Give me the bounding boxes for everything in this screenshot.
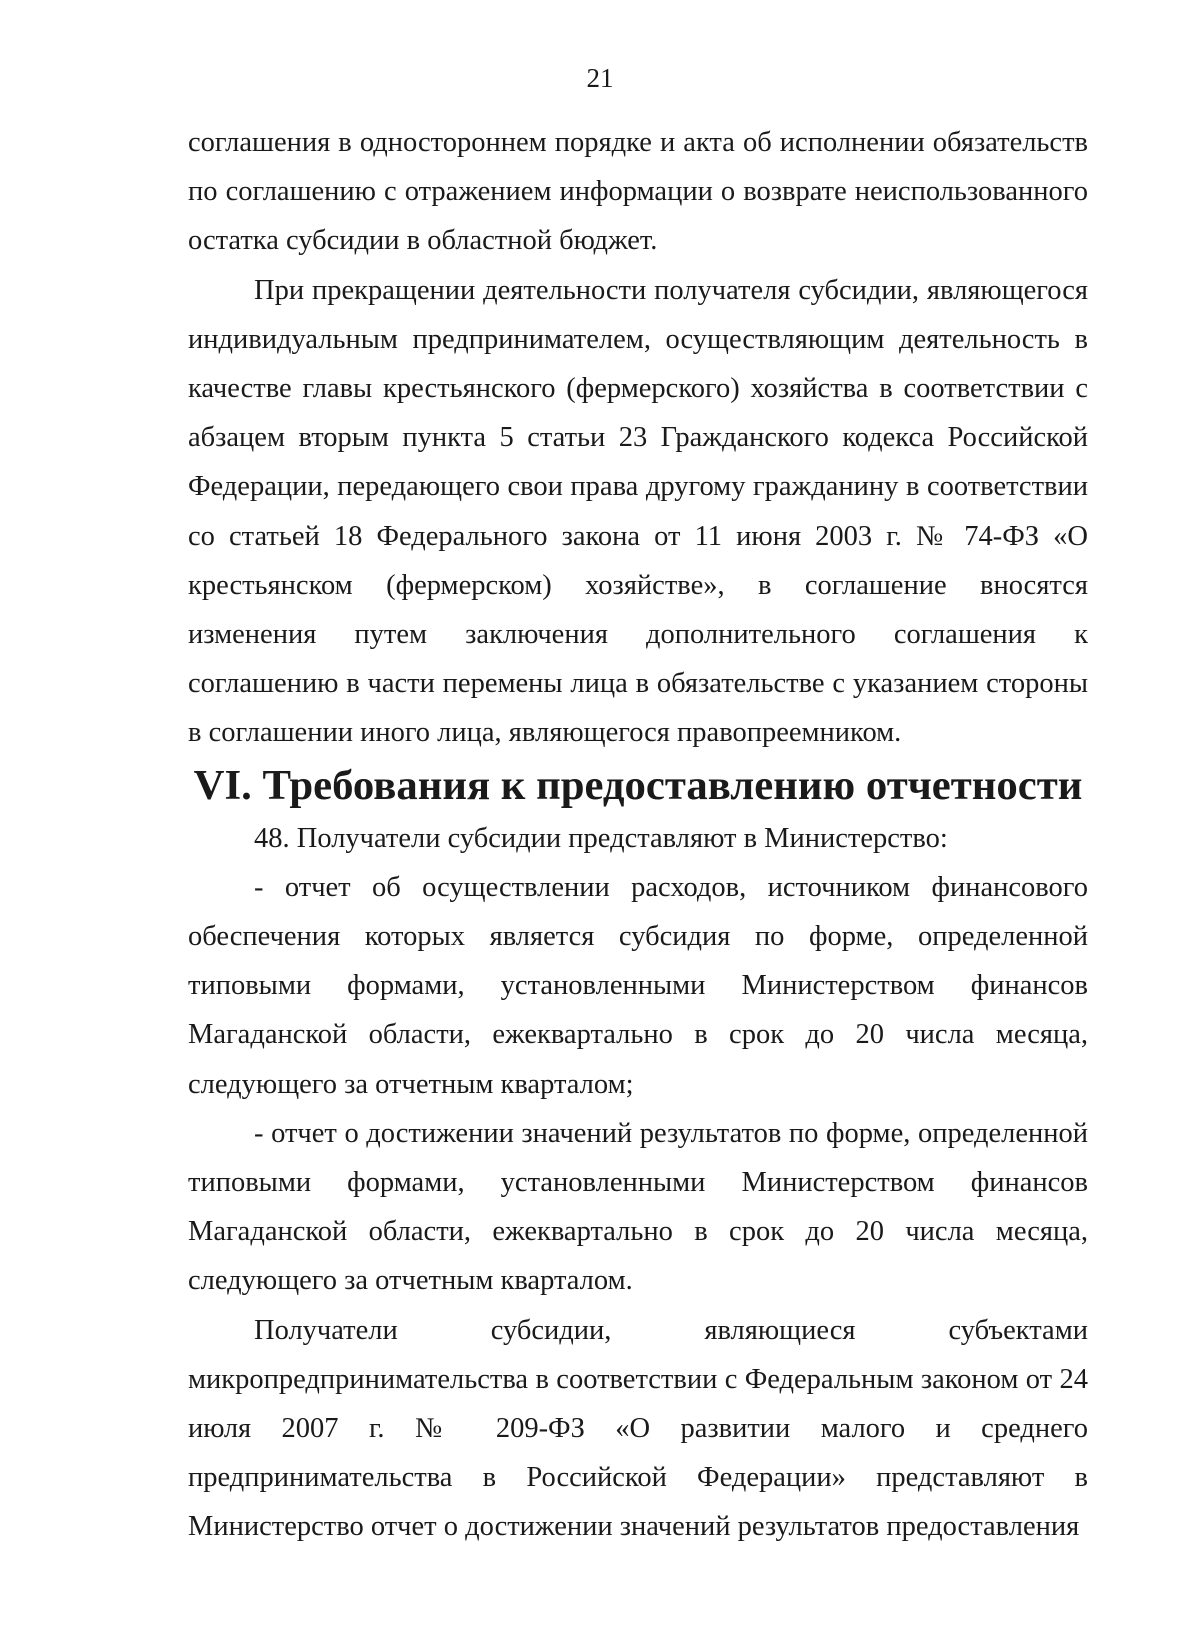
paragraph-clause-48: 48. Получатели субсидии представляют в Министерство:	[254, 822, 948, 854]
paragraph-expense-report: - отчет об осуществлении расходов, источником финансового обеспечения которых является субсидия по форме, определенной типовыми формами, установленными Министерством финансов Магаданской области, ежеквартально в срок до 20 числа месяца, следующего за отчетным кварталом;	[188, 871, 1088, 1100]
paragraph-succession: При прекращении деятельности получателя субсидии, являющегося индивидуальным предпринимателем, осуществляющим деятельность в качестве главы крестьянского (фермерского) хозяйства в соответствии с абзацем вторым пункта 5 статьи 23 Гражданского кодекса Российской Федерации, передающего свои права другому гражданину в соответствии со статьей 18 Федерального закона от 11 июня 2003 г. № 74-ФЗ «О крестьянском (фермерском) хозяйстве», в соглашение вносятся изменения путем заключения дополнительного соглашения к соглашению в части перемены лица в обязательстве с указанием стороны в соглашении иного лица, являющегося правопреемником.	[188, 274, 1088, 749]
paragraph-continuation: соглашения в одностороннем порядке и акта об исполнении обязательств по соглашению с отражением информации о возврате неиспользованного остатка субсидии в областной бюджет.	[188, 127, 1088, 257]
paragraph-results-report: - отчет о достижении значений результатов по форме, определенной типовыми формами, установленными Министерством финансов Магаданской области, ежеквартально в срок до 20 числа месяца, следующего за отчетным кварталом.	[188, 1117, 1088, 1297]
paragraph-microbusiness: Получатели субсидии, являющиеся субъектами микропредпринимательства в соответствии с Федеральным законом от 24 июля 2007 г. № 209-ФЗ «О развитии малого и среднего предпринимательства в Российской Федерации» представляют в Министерство отчет о достижении значений результатов предоставления	[188, 1314, 1088, 1543]
document-body	[188, 118, 1088, 1552]
page-number: 21	[586, 63, 614, 93]
section-heading: VI. Требования к предоставлению отчетности	[193, 761, 1083, 809]
